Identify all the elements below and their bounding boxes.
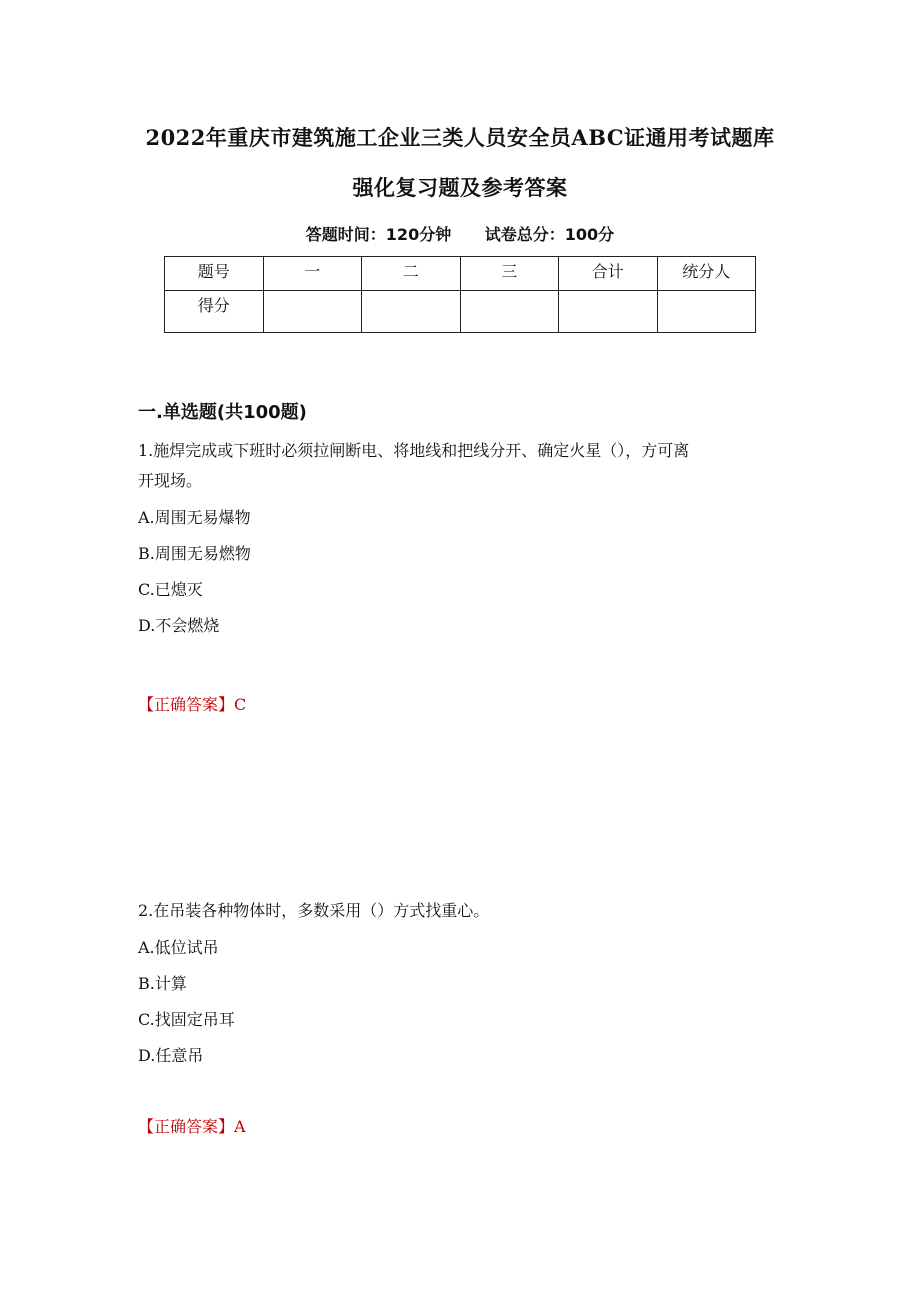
question-1 <box>138 436 788 644</box>
score-cell <box>263 291 362 333</box>
score-header-cell: 统分人 <box>657 257 756 291</box>
option-b: B.计算 <box>138 974 187 993</box>
option-c: C.找固定吊耳 <box>138 1010 235 1029</box>
score-header-cell: 一 <box>263 257 362 291</box>
score-row-label: 得分 <box>165 291 264 333</box>
question-2 <box>138 896 788 1074</box>
score-cell <box>362 291 461 333</box>
option-c: C.已熄灭 <box>138 580 203 599</box>
option-d: D.任意吊 <box>138 1046 204 1065</box>
answer-1 <box>138 692 246 715</box>
score-table-header-row <box>165 257 756 291</box>
answer-value: C <box>234 695 247 714</box>
answer-label: 【正确答案】 <box>138 1117 235 1136</box>
score-cell <box>559 291 658 333</box>
option-b: B.周围无易燃物 <box>138 544 251 563</box>
question-stem-line: 开现场。 <box>138 471 203 490</box>
document-title-line2: 强化复习题及参考答案 <box>352 175 568 200</box>
time-label: 答题时间：120分钟 <box>305 225 452 244</box>
option-a: A.低位试吊 <box>138 938 219 957</box>
document-title-line1: 2022年重庆市建筑施工企业三类人员安全员ABC证通用考试题库 <box>145 125 775 150</box>
exam-meta <box>0 222 920 245</box>
score-cell <box>460 291 559 333</box>
question-stem <box>138 896 788 926</box>
score-cell <box>657 291 756 333</box>
question-stem-line: 2.在吊装各种物体时，多数采用（）方式找重心。 <box>138 901 490 920</box>
score-header-cell: 二 <box>362 257 461 291</box>
answer-2 <box>138 1114 246 1137</box>
question-stem-line: 1.施焊完成或下班时必须拉闸断电、将地线和把线分开、确定火星（），方可离 <box>138 441 690 460</box>
total-score-label: 试卷总分：100分 <box>484 225 615 244</box>
option-d: D.不会燃烧 <box>138 616 220 635</box>
answer-value: A <box>234 1117 246 1136</box>
option-a: A.周围无易爆物 <box>138 508 251 527</box>
score-table <box>164 256 756 333</box>
score-header-cell: 合计 <box>559 257 658 291</box>
score-header-cell: 三 <box>460 257 559 291</box>
question-stem <box>138 436 788 496</box>
score-header-cell: 题号 <box>165 257 264 291</box>
section-title: 一.单选题(共100题) <box>138 402 307 423</box>
score-table-score-row <box>165 291 756 333</box>
answer-label: 【正确答案】 <box>138 695 235 714</box>
